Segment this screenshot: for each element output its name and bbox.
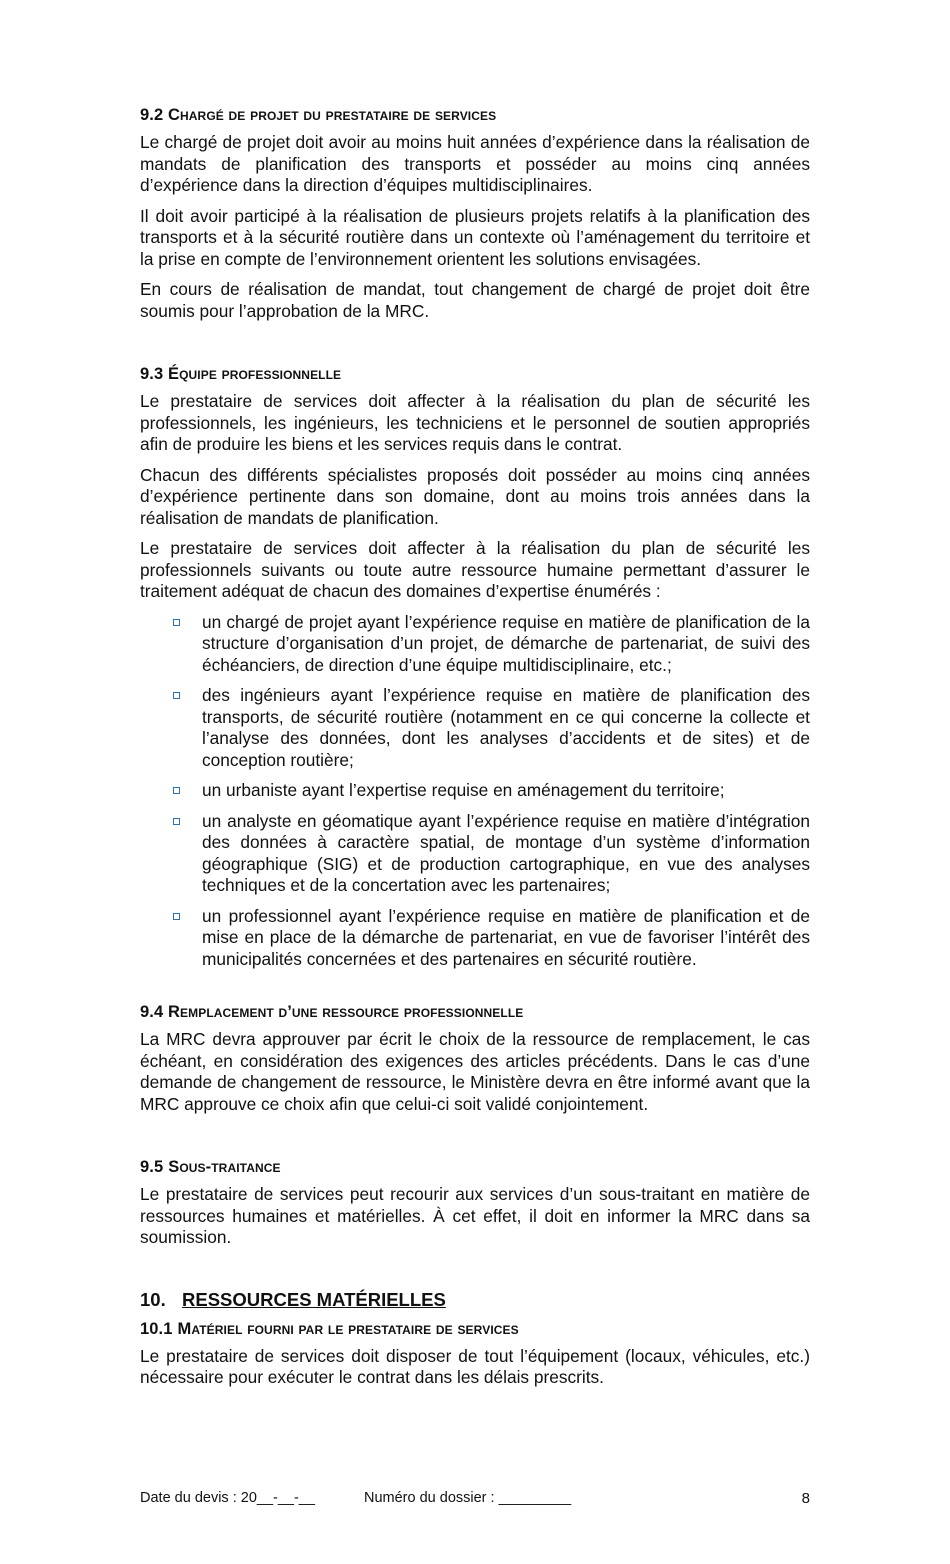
- section-heading-9-2: [140, 104, 810, 126]
- page-number: 8: [801, 1490, 810, 1507]
- section-number: 9.3: [140, 365, 164, 383]
- list-item: un chargé de projet ayant l’expérience requise en matière de planification de la structure d’organisation d’un projet, de démarche de partenariat, de suivi des échéanciers, de direction d’une équipe multidisciplinaire, etc.;: [202, 612, 810, 677]
- square-bullet-icon: [173, 913, 180, 920]
- section-heading-9-5: [140, 1156, 810, 1178]
- paragraph: Le prestataire de services doit disposer de tout l’équipement (locaux, véhicules, etc.) nécessaire pour exécuter le contrat dans les délais prescrits.: [140, 1345, 810, 1387]
- chapter-number: 10.: [140, 1288, 166, 1310]
- square-bullet-icon: [173, 692, 180, 699]
- paragraph: Le prestataire de services doit affecter à la réalisation du plan de sécurité les professionnels, les ingénieurs, les techniciens et le personnel de soutien appropriés afin de produire les biens et les services requis dans le contrat.: [140, 391, 810, 454]
- list-item: des ingénieurs ayant l’expérience requise en matière de planification des transports, de sécurité routière (notamment en ce qui concerne la collecte et l’analyse des données, dont les analyses d’accidents et de sites) et de conception routière;: [202, 685, 810, 771]
- paragraph: En cours de réalisation de mandat, tout changement de chargé de projet doit être soumis pour l’approbation de la MRC.: [140, 279, 810, 321]
- expertise-list: [140, 612, 810, 971]
- quote-date: Date du devis : 20__-__-__: [140, 1490, 315, 1506]
- section-heading-9-4: [140, 1001, 810, 1023]
- paragraph: Le chargé de projet doit avoir au moins huit années d’expérience dans la réalisation de mandats de planification des transports et posséder au moins cinq années d’expérience dans la direction d’équipes multidisciplinaires.: [140, 132, 810, 195]
- section-number: 9.4: [140, 1003, 164, 1021]
- section-number: 9.5: [140, 1158, 164, 1176]
- list-item: un urbaniste ayant l’expertise requise en aménagement du territoire;: [202, 780, 810, 802]
- section-number: 10.1: [140, 1319, 173, 1338]
- list-item: un analyste en géomatique ayant l’expérience requise en matière d’intégration des données à caractère spatial, de montage d’un système d’information géographique (SIG) et de production cartographique, en vue des analyses techniques et de la concertation avec les partenaires;: [202, 811, 810, 897]
- section-heading-10-1: [140, 1318, 810, 1340]
- square-bullet-icon: [173, 619, 180, 626]
- page-content: [140, 104, 810, 1398]
- paragraph: Chacun des différents spécialistes proposés doit posséder au moins cinq années d’expérience pertinente dans son domaine, dont au moins trois années dans la réalisation de mandats de planification.: [140, 464, 810, 528]
- list-item: un professionnel ayant l’expérience requise en matière de planification et de mise en place de la démarche de partenariat, en vue de favoriser l’intérêt des municipalités concernées et des partenaires en sécurité routière.: [202, 906, 810, 971]
- chapter-title: RESSOURCES MATÉRIELLES: [182, 1288, 446, 1310]
- section-title: Remplacement d’une ressource professionnelle: [168, 1003, 524, 1021]
- section-heading-9-3: [140, 363, 810, 385]
- section-title: Chargé de projet du prestataire de services: [168, 106, 497, 124]
- square-bullet-icon: [173, 787, 180, 794]
- paragraph: La MRC devra approuver par écrit le choix de la ressource de remplacement, le cas échéant, en considération des exigences des articles précédents. Dans le cas d’une demande de changement de ressource, le Ministère devra en être informé avant que la MRC approuve ce choix afin que celui-ci soit validé conjointement.: [140, 1029, 810, 1114]
- square-bullet-icon: [173, 818, 180, 825]
- section-title: Sous-traitance: [168, 1158, 281, 1176]
- paragraph: Il doit avoir participé à la réalisation de plusieurs projets relatifs à la planification des transports et à la sécurité routière dans un contexte où l’aménagement du territoire et la prise en compte de l’environnement orientent les solutions envisagées.: [140, 205, 810, 269]
- file-number: Numéro du dossier : _________: [364, 1490, 572, 1506]
- section-title: Matériel fourni par le prestataire de services: [177, 1319, 519, 1338]
- paragraph: Le prestataire de services doit affecter à la réalisation du plan de sécurité les professionnels suivants ou toute autre ressource humaine permettant d’assurer le traitement adéquat de chacun des domaines d’expertise énumérés :: [140, 538, 810, 601]
- paragraph: Le prestataire de services peut recourir aux services d’un sous-traitant en matière de ressources humaines et matérielles. À cet effet, il doit en informer la MRC dans sa soumission.: [140, 1184, 810, 1247]
- chapter-heading-10: [140, 1288, 810, 1312]
- section-title: Équipe professionnelle: [168, 365, 342, 383]
- section-number: 9.2: [140, 106, 164, 124]
